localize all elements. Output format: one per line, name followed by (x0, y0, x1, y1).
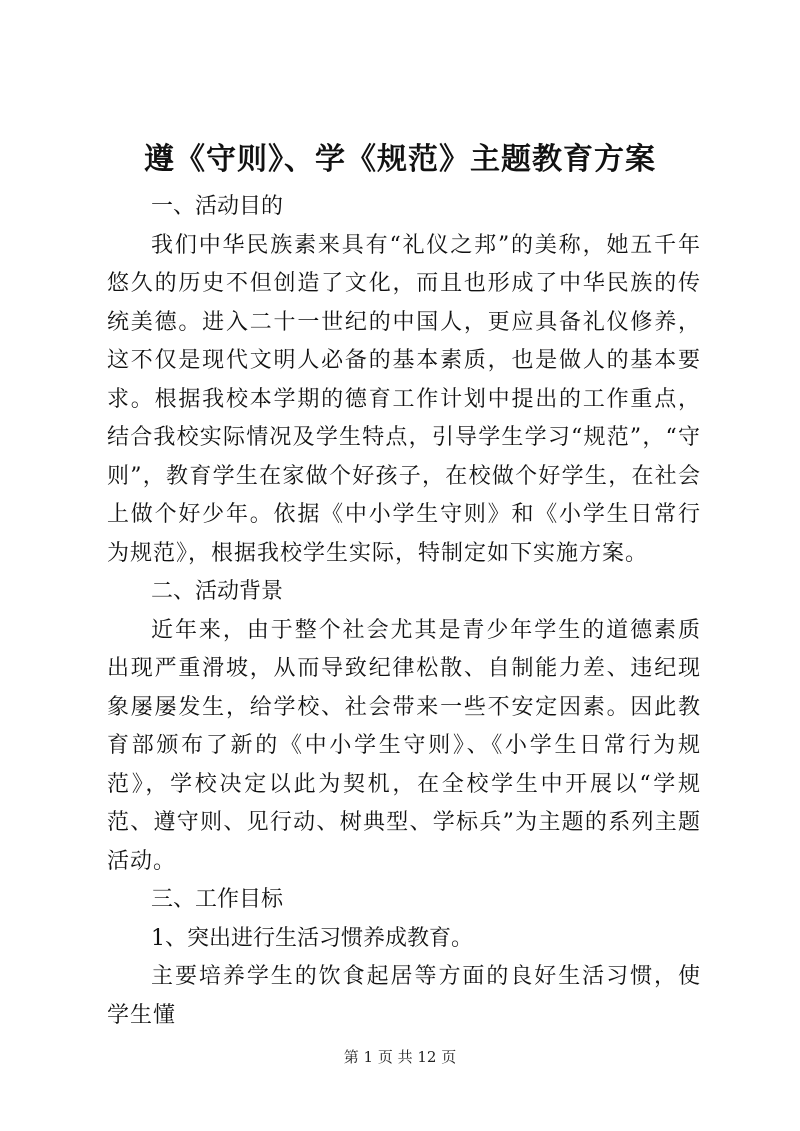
section-heading-background: 二、活动背景 (151, 579, 284, 604)
document-body (107, 188, 701, 1035)
document-title: 遵《守则》、学《规范》主题教育方案 (144, 142, 656, 177)
section-heading-goals: 三、工作目标 (151, 887, 284, 912)
page-footer: 第 1 页 共 12 页 (343, 1048, 457, 1066)
section-heading-purpose: 一、活动目的 (151, 194, 284, 219)
section-paragraph-background: 近年来，由于整个社会尤其是青少年学生的道德素质出现严重滑坡，从而导致纪律松散、自制能力差、违纪现象屡屡发生，给学校、社会带来一些不安定因素。因此教育部颁布了新的《中小学生守则》、《小学生日常行为规范》，学校决定以此为契机，在全校学生中开展以“学规范、遵守则、见行动、树典型、学标兵”为主题的系列主题活动。 (107, 617, 701, 874)
section-subheading-goals-1: 1、突出进行生活习惯养成教育。 (151, 925, 473, 951)
section-paragraph-purpose: 我们中华民族素来具有“礼仪之邦”的美称，她五千年悠久的历史不但创造了文化，而且也形成了中华民族的传统美德。进入二十一世纪的中国人，更应具备礼仪修养，这不仅是现代文明人必备的基本素质，也是做人的基本要求。根据我校本学期的德育工作计划中提出的工作重点，结合我校实际情况及学生特点，引导学生学习“规范”，“守则”，教育学生在家做个好孩子，在校做个好学生，在社会上做个好少年。依据《中小学生守则》和《小学生日常行为规范》，根据我校学生实际，特制定如下实施方案。 (107, 232, 701, 566)
section-paragraph-goals: 主要培养学生的饮食起居等方面的良好生活习惯，使学生懂 (107, 964, 701, 1028)
